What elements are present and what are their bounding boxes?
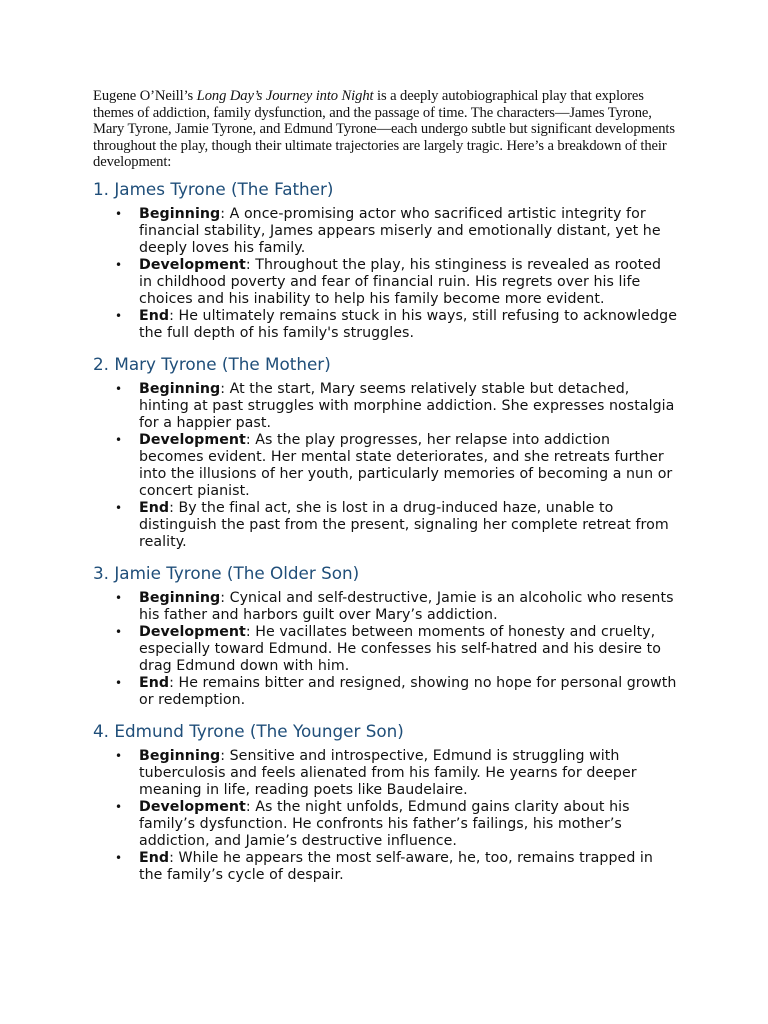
list-item bbox=[93, 799, 678, 850]
point-text: : As the play progresses, her relapse into addiction becomes evident. Her mental state deteriorates, and she retreats further into the illusions of her youth, particularly memories of becoming a nun or concert pianist. bbox=[139, 431, 673, 499]
point-text: : Cynical and self-destructive, Jamie is an alcoholic who resents his father and harbors guilt over Mary’s addiction. bbox=[139, 589, 674, 623]
point-label: End bbox=[139, 307, 170, 324]
bullet-icon: • bbox=[115, 257, 123, 272]
list-item bbox=[93, 308, 678, 342]
point-text: : He ultimately remains stuck in his ways, still refusing to acknowledge the full depth of his family's struggles. bbox=[139, 307, 677, 341]
point-label: Beginning bbox=[139, 380, 221, 397]
point-label: End bbox=[139, 499, 170, 516]
point-label: Development bbox=[139, 256, 246, 273]
section-edmund bbox=[93, 720, 678, 884]
point-text: : As the night unfolds, Edmund gains clarity about his family’s dysfunction. He confronts his father’s failings, his mother’s addiction, and Jamie’s destructive influence. bbox=[139, 798, 630, 849]
bullet-icon: • bbox=[115, 675, 123, 690]
list-item bbox=[93, 500, 678, 551]
bullet-list bbox=[93, 590, 678, 709]
bullet-icon: • bbox=[115, 381, 123, 396]
point-text: : He vacillates between moments of honesty and cruelty, especially toward Edmund. He confesses his self-hatred and his desire to drag Edmund down with him. bbox=[139, 623, 661, 674]
point-text: : By the final act, she is lost in a drug-induced haze, unable to distinguish the past from the present, signaling her complete retreat from reality. bbox=[139, 499, 669, 550]
list-item bbox=[93, 850, 678, 884]
point-label: End bbox=[139, 849, 170, 866]
bullet-icon: • bbox=[115, 748, 123, 763]
intro-paragraph bbox=[93, 88, 678, 171]
document-page bbox=[93, 88, 678, 895]
bullet-list bbox=[93, 381, 678, 551]
point-label: Development bbox=[139, 798, 246, 815]
point-label: Beginning bbox=[139, 589, 221, 606]
bullet-icon: • bbox=[115, 432, 123, 447]
intro-post: is a deeply autobiographical play that explores themes of addiction, family dysfunction, and the passage of time. The characters—James Tyrone, Mary Tyrone, Jamie Tyrone, and Edmund Tyrone—each undergo subtle but significant developments throughout the play, though their ultimate trajectories are largely tragic. Here’s a breakdown of their development: bbox=[93, 88, 675, 171]
bullet-icon: • bbox=[115, 799, 123, 814]
point-label: Beginning bbox=[139, 205, 221, 222]
point-text: : A once-promising actor who sacrificed artistic integrity for financial stability, James appears miserly and emotionally distant, yet he deeply loves his family. bbox=[139, 205, 661, 256]
section-mary bbox=[93, 353, 678, 551]
point-text: : He remains bitter and resigned, showing no hope for personal growth or redemption. bbox=[139, 674, 677, 708]
bullet-icon: • bbox=[115, 308, 123, 323]
intro-pre: Eugene O’Neill’s bbox=[93, 88, 197, 104]
bullet-icon: • bbox=[115, 500, 123, 515]
section-heading: 4. Edmund Tyrone (The Younger Son) bbox=[93, 720, 404, 741]
point-text: : While he appears the most self-aware, he, too, remains trapped in the family’s cycle of despair. bbox=[139, 849, 653, 883]
list-item bbox=[93, 624, 678, 675]
point-label: Beginning bbox=[139, 747, 221, 764]
section-heading: 3. Jamie Tyrone (The Older Son) bbox=[93, 562, 360, 583]
list-item bbox=[93, 257, 678, 308]
bullet-icon: • bbox=[115, 624, 123, 639]
point-text: : At the start, Mary seems relatively stable but detached, hinting at past struggles with morphine addiction. She expresses nostalgia for a happier past. bbox=[139, 380, 675, 431]
section-heading: 1. James Tyrone (The Father) bbox=[93, 178, 334, 199]
list-item bbox=[93, 675, 678, 709]
section-james bbox=[93, 178, 678, 342]
point-label: Development bbox=[139, 431, 246, 448]
section-jamie bbox=[93, 562, 678, 709]
list-item bbox=[93, 206, 678, 257]
section-heading: 2. Mary Tyrone (The Mother) bbox=[93, 353, 331, 374]
list-item bbox=[93, 432, 678, 500]
list-item bbox=[93, 748, 678, 799]
list-item bbox=[93, 381, 678, 432]
point-label: End bbox=[139, 674, 170, 691]
point-text: : Sensitive and introspective, Edmund is struggling with tuberculosis and feels alienated from his family. He yearns for deeper meaning in life, reading poets like Baudelaire. bbox=[139, 747, 637, 798]
point-text: : Throughout the play, his stinginess is revealed as rooted in childhood poverty and fear of financial ruin. His regrets over his life choices and his inability to help his family become more evident. bbox=[139, 256, 662, 307]
bullet-icon: • bbox=[115, 850, 123, 865]
point-label: Development bbox=[139, 623, 246, 640]
bullet-icon: • bbox=[115, 590, 123, 605]
bullet-list bbox=[93, 748, 678, 884]
play-title: Long Day’s Journey into Night bbox=[196, 88, 374, 104]
bullet-list bbox=[93, 206, 678, 342]
bullet-icon: • bbox=[115, 206, 123, 221]
list-item bbox=[93, 590, 678, 624]
